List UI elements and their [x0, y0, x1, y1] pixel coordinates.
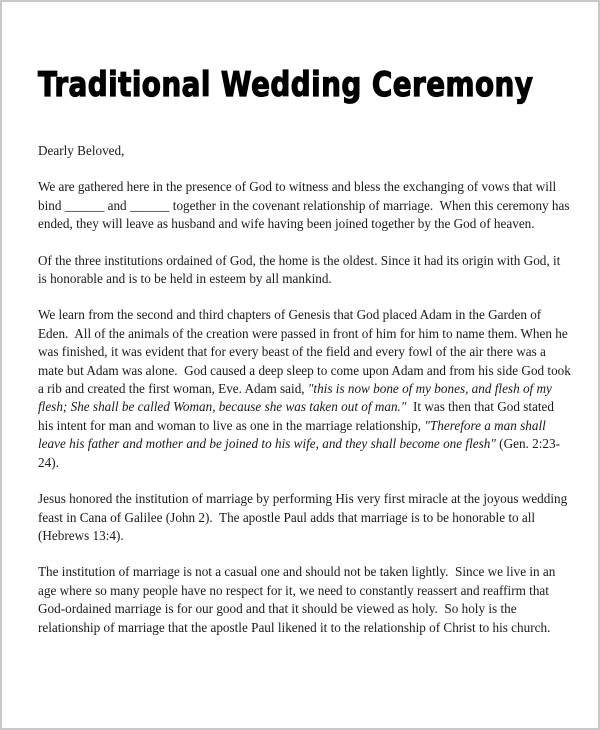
paragraph-gathered-here: We are gathered here in the presence of God to witness and bless the exchanging of vows that will bind ______ and ______ together in the covenant relationship of marriage. When this ceremony has ended, they will leave as husband and wife having been joined together by the God of heaven.: [38, 179, 573, 232]
paragraph-not-casual: The institution of marriage is not a casual one and should not be taken lightly. Since we live in an age where so many people have no respect for it, we need to constantly reassert and reaffirm that God-ordained marriage is for our good and that it should be viewed as holy. So holy is the relationship of marriage that the apostle Paul likened it to the relationship of Christ to his church.: [38, 564, 559, 635]
paragraph-three-institutions: Of the three institutions ordained of God, the home is the oldest. Since it had its origin with God, it is honorable and is to be held in esteem by all mankind.: [38, 252, 564, 287]
document-body: [38, 142, 575, 637]
paragraph-genesis-adam-eve: We learn from the second and third chapters of Genesis that God placed Adam in the Garden of Eden. All of the animals of the creation were passed in front of him for him to name them. When he was finished, it was evident that for every beast of the field and every fowl of the air there was a mate but Adam was alone. God caused a deep sleep to come upon Adam and from his side God took a rib and created the first woman, Eve. Adam said, "this is now bone of my bones, and flesh of my flesh; She shall be called Woman, because she was taken out of man." It was then that God stated his intent for man and woman to live as one in the marriage relationship, "Therefore a man shall leave his father and mother and be joined to his wife, and they shall become one flesh" (Gen. 2:23-24).: [38, 307, 575, 470]
paragraph-salutation: Dearly Beloved,: [38, 143, 125, 158]
paragraph-jesus-cana: Jesus honored the institution of marriage by performing His very first miracle at the joyous wedding feast in Cana of Galilee (John 2). The apostle Paul adds that marriage is to be honorable to all (Hebrews 13:4).: [38, 491, 571, 543]
document-title: Traditional Wedding Ceremony: [38, 65, 534, 105]
